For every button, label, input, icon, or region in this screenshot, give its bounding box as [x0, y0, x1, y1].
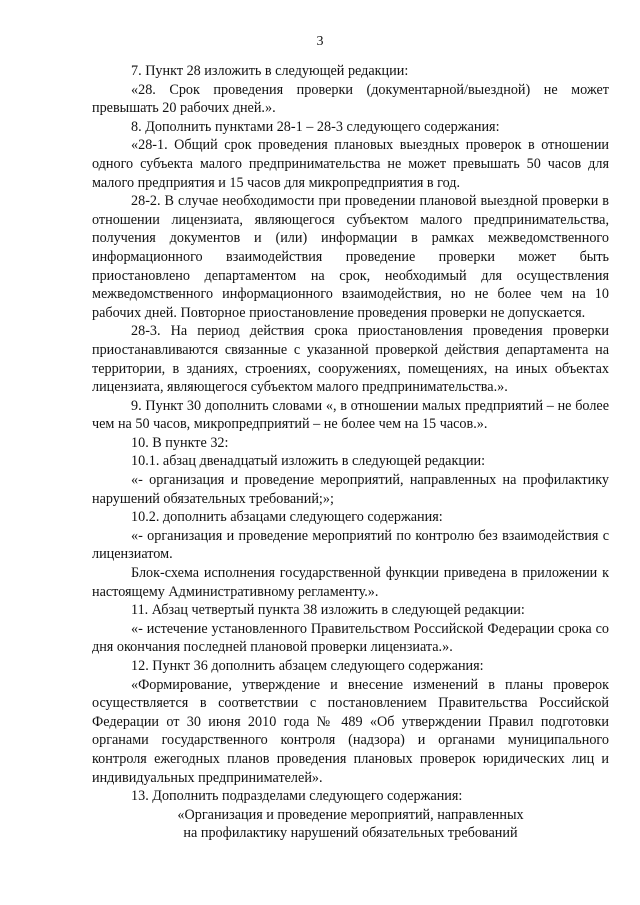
paragraph-12: 12. Пункт 36 дополнить абзацем следующего содержания:: [131, 658, 484, 674]
paragraph-28-text: «28. Срок проведения проверки (документарной/выездной) не может превышать 20 рабочих дней.».: [92, 81, 609, 117]
paragraph-8: 8. Дополнить пунктами 28-1 – 28-3 следующего содержания:: [131, 118, 500, 135]
paragraph-28-1: «28-1. Общий срок проведения плановых выездных проверок в отношении одного субъекта малого предпринимательства не может превышать 50 часов для малого предприятия и 15 часов для микропредприятия в год.: [92, 137, 609, 191]
paragraph-10: 10. В пункте 32:: [131, 434, 229, 451]
paragraph-10-2: 10.2. дополнить абзацами следующего содержания:: [131, 509, 443, 526]
paragraph-11: 11. Абзац четвертый пункта 38 изложить в следующей редакции:: [131, 602, 525, 619]
paragraph-7: 7. Пункт 28 изложить в следующей редакции:: [131, 63, 409, 79]
document-body: [92, 62, 609, 843]
subsection-heading-line-2: на профилактику нарушений обязательных требований: [183, 825, 518, 842]
paragraph-11-text: «- истечение установленного Правительством Российской Федерации срока со дня окончания последней плановой проверки лицензиата.».: [92, 620, 609, 656]
subsection-heading-line-1: «Организация и проведение мероприятий, направленных: [177, 806, 524, 823]
paragraph-10-1: 10.1. абзац двенадцатый изложить в следующей редакции:: [131, 453, 486, 470]
paragraph-12-text: «Формирование, утверждение и внесение изменений в планы проверок осуществляется в соответствии с постановлением Правительства Российской Федерации от 30 июня 2010 года № 489 «Об утверждении Правил подготовки органами государственного контроля (надзора) и органами муниципального контроля ежегодных планов проведения плановых проверок юридических лиц и индивидуальных предпринимателей».: [92, 676, 609, 786]
paragraph-block-scheme: Блок-схема исполнения государственной функции приведена в приложении к настоящему Административному регламенту.».: [92, 565, 609, 600]
page-number: 3: [316, 34, 324, 49]
paragraph-28-2: 28-2. В случае необходимости при проведении плановой выездной проверки в отношении лицензиата, являющегося субъектом малого предпринимательства, получения документов и (или) информации в рамках межведомственного информационного взаимодействия проведение проверки может быть приостановлено департаментом на срок, необходимый для осуществления межведомственного информационного взаимодействия, но не более чем на 10 рабочих дней. Повторное приостановление проведения проверки не допускается.: [92, 193, 609, 321]
paragraph-28-3: 28-3. На период действия срока приостановления проведения проверки приостанавливаются связанные с указанной проверкой действия департамента на территории, в зданиях, строениях, сооружениях, помещениях, на иных объектах лицензиата, являющегося субъектом малого предпринимательства.».: [92, 323, 609, 396]
paragraph-10-1-text: «- организация и проведение мероприятий, направленных на профилактику нарушений обязательных требований;»;: [92, 472, 609, 507]
paragraph-9: 9. Пункт 30 дополнить словами «, в отношении малых предприятий – не более чем на 50 часов, микропредприятий – не более чем на 15 часов.».: [92, 397, 609, 433]
paragraph-13: 13. Дополнить подразделами следующего содержания:: [131, 788, 463, 805]
paragraph-10-2-text: «- организация и проведение мероприятий по контролю без взаимодействия с лицензиатом.: [92, 527, 609, 563]
